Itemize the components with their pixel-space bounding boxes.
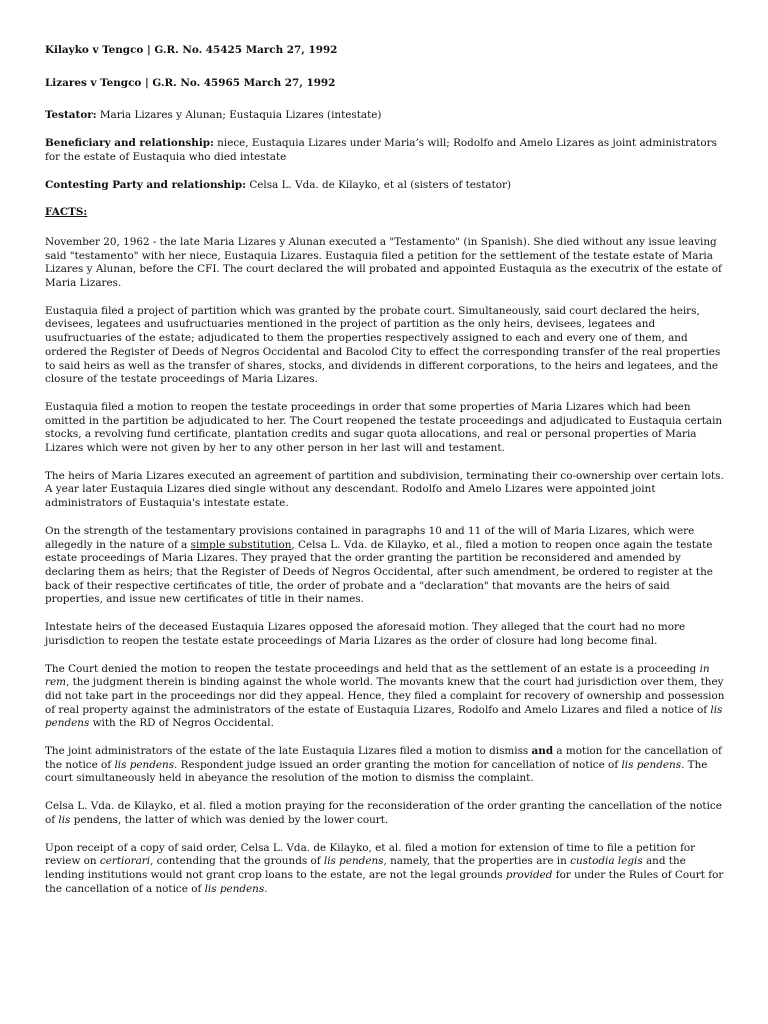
testator-label: Testator:: [45, 109, 97, 122]
paragraph-text: Upon receipt of a copy of said order, Celsa L. Vda. de Kilayko, et al. filed a motion for extension of time to file a petition for review on: [45, 841, 696, 868]
beneficiary-value: niece, Eustaquia Lizares under Maria’s will; Rodolfo and Amelo Lizares as joint administrators for the estate of Eustaquia who died intestate: [45, 137, 717, 163]
latin-term: certiorari: [99, 855, 151, 868]
facts-paragraph-2: Eustaquia filed a project of partition which was granted by the probate court. Simultaneously, said court declared the heirs, devisees, legatees and usufructuaries mentioned in the project of partition as the only heirs, devisees, legatees and usufructuaries of the estate; adjudicated to them the properties respectively assigned to each and every one of them, and ordered the Register of Deeds of Negros Occidental and Bacolod City to effect the corresponding transfer of the real properties to said heirs as well as the transfer of shares, stocks, and dividends in different corporations, to the heirs and legatees, and the closure of the testate proceedings of Maria Lizares.: [45, 304, 721, 386]
latin-term: in rem: [45, 662, 710, 689]
facts-paragraph-3: Eustaquia filed a motion to reopen the testate proceedings in order that some properties of Maria Lizares which had been omitted in the partition be adjudicated to her. The Court reopened the testate proceedings and adjudicated to Eustaquia certain stocks, a revolving fund certificate, plantation credits and sugar quota allocations, and real or personal properties of Maria Lizares which were not given by her to any other person in her last will and testament.: [45, 400, 723, 455]
latin-term: lis pendens: [45, 703, 723, 730]
paragraph-text: , contending that the grounds of: [150, 855, 324, 868]
facts-paragraph-7: [45, 663, 728, 732]
paragraph-text: and the lending institutions would not grant crop loans to the estate, are not the legal grounds: [45, 855, 686, 881]
latin-term: lis pendens.: [621, 758, 685, 771]
facts-paragraph-1: November 20, 1962 - the late Maria Lizares y Alunan executed a "Testamento" (in Spanish). She died without any issue leaving said "testamento" with her niece, Eustaquia Lizares. Eustaquia filed a petition for the settlement of the testate estate of Maria Lizares y Alunan, before the CFI. The court declared the will probated and appointed Eustaquia as the executrix of the estate of Maria Lizares.: [45, 235, 722, 290]
facts-paragraph-6: Intestate heirs of the deceased Eustaquia Lizares opposed the aforesaid motion. They alleged that the court had no more jurisdiction to reopen the testate estate proceedings of Maria Lizares as the order of closure had long become final.: [45, 621, 686, 647]
case-title-kilayko: Kilayko v Tengco | G.R. No. 45425 March 27, 1992: [45, 44, 338, 56]
paragraph-text: , Celsa L. Vda. de Kilayko, et al., filed a motion to reopen once again the testate estate proceedings of Maria Lizares. They prayed that the order granting the partition be reconsidered and amended by declaring them as heirs; that the Register of Deeds of Negros Occidental, after such amendment, be ordered to register at the back of their respective certificates of title, the order of probate and a "declaration" that movants are the heirs of said properties, and issue new certificates of title in their names.: [45, 538, 713, 606]
latin-term: lis: [58, 813, 71, 826]
latin-term: lis pendens.: [114, 758, 178, 771]
latin-term: lis pendens.: [204, 882, 268, 895]
paragraph-text: Respondent judge issued an order granting the motion for cancellation of notice of: [177, 758, 622, 771]
emphasis-and: and: [531, 745, 554, 758]
emphasis-provided: provided: [505, 868, 553, 881]
paragraph-text: a motion for the cancellation of the notice of: [45, 745, 722, 771]
beneficiary-line: [45, 137, 728, 164]
facts-paragraph-5: [45, 525, 728, 607]
latin-term: lis pendens,: [323, 855, 387, 868]
paragraph-text: for under the Rules of Court for the cancellation of a notice of: [45, 868, 724, 895]
beneficiary-label: Beneficiary and relationship:: [45, 137, 214, 150]
facts-paragraph-8: [45, 745, 728, 786]
contesting-party-line: [45, 179, 728, 193]
testator-line: [45, 109, 728, 123]
paragraph-text: The court simultaneously held in abeyance the resolution of the motion to dismiss the complaint.: [45, 758, 708, 785]
paragraph-text: The joint administrators of the estate of the late Eustaquia Lizares filed a motion to dismiss: [45, 745, 532, 758]
facts-paragraph-10: [45, 842, 728, 897]
contesting-label: Contesting Party and relationship:: [45, 178, 247, 191]
facts-heading: FACTS:: [45, 206, 88, 219]
paragraph-text: namely, that the properties are in: [386, 855, 571, 868]
paragraph-text: The Court denied the motion to reopen the testate proceedings and held that as the settlement of an estate is a proceeding: [45, 662, 700, 675]
paragraph-text: Celsa L. Vda. de Kilayko, et al. filed a motion praying for the reconsideration of the order granting the cancellation of the notice of: [45, 800, 722, 826]
paragraph-text: pendens, the latter of which was denied by the lower court.: [70, 813, 389, 826]
facts-paragraph-9: [45, 800, 728, 827]
case-title-lizares: Lizares v Tengco | G.R. No. 45965 March 27, 1992: [45, 76, 336, 89]
testator-value: Maria Lizares y Alunan; Eustaquia Lizares (intestate): [96, 109, 382, 122]
simple-substitution-term: simple substitution: [190, 538, 292, 551]
contesting-value: Celsa L. Vda. de Kilayko, et al (sisters of testator): [246, 178, 512, 191]
paragraph-text: On the strength of the testamentary provisions contained in paragraphs 10 and 11 of the will of Maria Lizares, which were allegedly in the nature of a: [45, 524, 695, 551]
paragraph-text: with the RD of Negros Occidental.: [89, 717, 274, 730]
facts-paragraph-4: The heirs of Maria Lizares executed an agreement of partition and subdivision, terminating their co-ownership over certain lots. A year later Eustaquia Lizares died single without any descendant. Rodolfo and Amelo Lizares were appointed joint administrators of Eustaquia's intestate estate.: [45, 469, 724, 510]
latin-term: custodia legis: [570, 855, 643, 868]
paragraph-text: , the judgment therein is binding against the whole world. The movants knew that the court had jurisdiction over them, they did not take part in the proceedings nor did they appeal. Hence, they filed a complaint for recovery of ownership and possession of real property against the administrators of the estate of Eustaquia Lizares, Rodolfo and Amelo Lizares and filed a notice of: [45, 676, 725, 716]
